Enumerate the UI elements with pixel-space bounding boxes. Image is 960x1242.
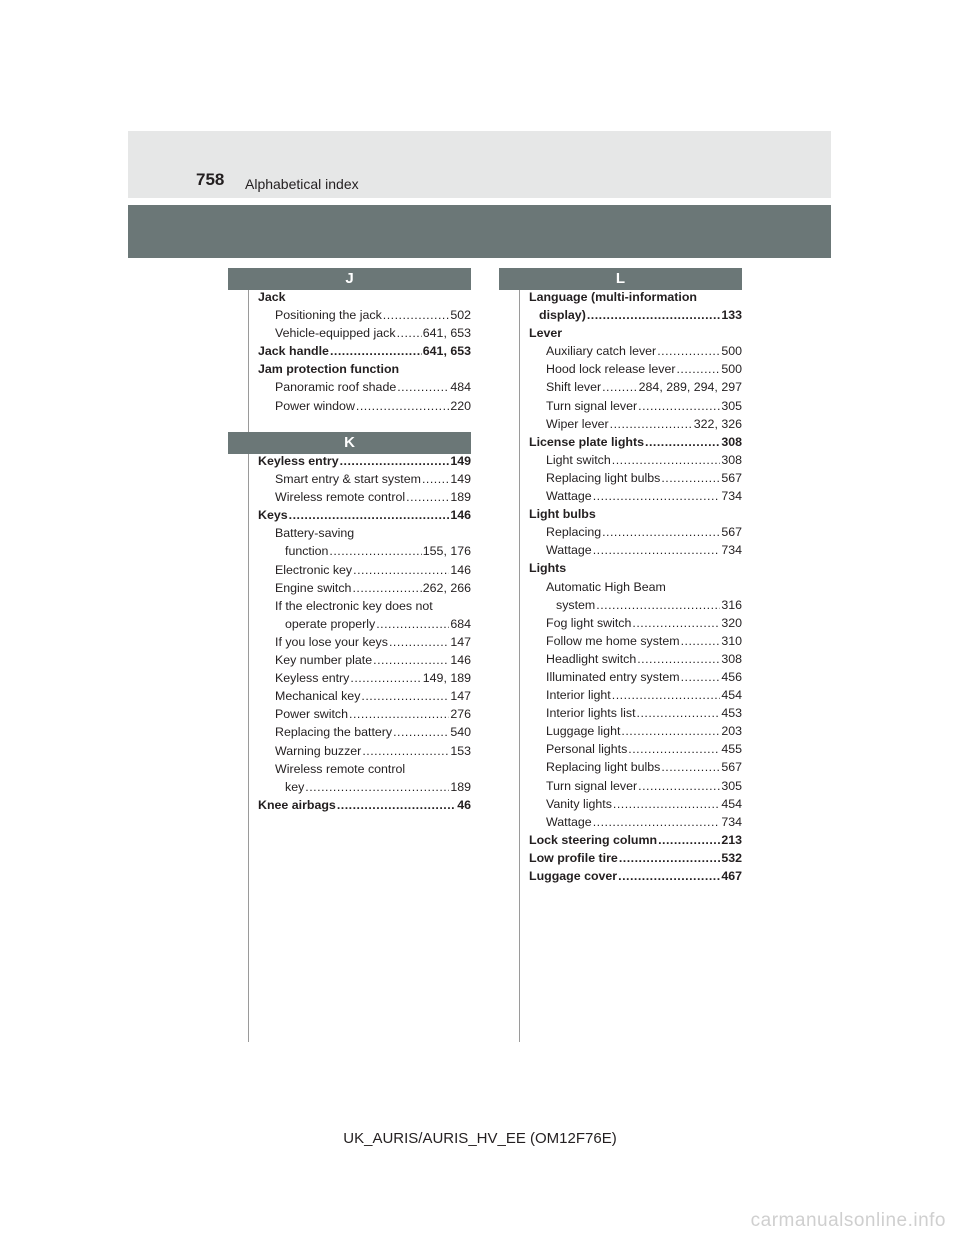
index-entry	[529, 668, 742, 686]
index-entry	[529, 306, 742, 324]
entry-term: Illuminated entry system	[546, 669, 680, 684]
entry-page-ref: 453	[721, 706, 742, 721]
entry-page-ref: 133	[721, 308, 742, 323]
dot-leader	[676, 360, 720, 378]
entry-term: Warning buzzer	[275, 743, 362, 758]
dot-leader	[637, 704, 721, 722]
entry-term: key	[285, 779, 305, 794]
entry-page-ref: 308	[721, 651, 742, 666]
dot-leader	[289, 506, 450, 524]
entry-term: Interior light	[546, 688, 611, 703]
header-dark-band	[128, 205, 831, 258]
dot-leader	[340, 452, 450, 470]
entry-page-ref: 734	[721, 543, 742, 558]
index-entry: Lights	[529, 561, 567, 576]
entry-term: Turn signal lever	[546, 398, 638, 413]
entry-term: Wiper lever	[546, 416, 609, 431]
index-entry	[529, 487, 742, 505]
footer-model-code: UK_AURIS/AURIS_HV_EE (OM12F76E)	[343, 1130, 617, 1147]
dot-leader	[602, 378, 638, 396]
dot-leader	[305, 778, 449, 796]
entry-page-ref: 641, 653	[422, 326, 471, 341]
entry-term: Follow me home system	[546, 633, 680, 648]
index-entry	[258, 378, 471, 396]
dot-leader	[329, 542, 421, 560]
entry-page-ref: 316	[721, 597, 742, 612]
index-entry	[529, 415, 742, 433]
dot-leader	[621, 722, 720, 740]
index-entry	[529, 849, 742, 867]
index-entry: Light bulbs	[529, 507, 596, 522]
dot-leader	[350, 669, 421, 687]
entry-term: Wattage	[546, 489, 592, 504]
index-entry: If the electronic key does not	[275, 598, 433, 613]
entry-page-ref: 149	[450, 454, 471, 468]
index-entry	[258, 687, 471, 705]
dot-leader	[337, 796, 456, 814]
entry-page-ref: 484	[450, 380, 471, 395]
entry-term: Engine switch	[275, 580, 352, 595]
dot-leader	[593, 541, 721, 559]
index-entry	[258, 742, 471, 760]
index-entry	[529, 469, 742, 487]
entry-page-ref: 284, 289, 294, 297	[638, 380, 742, 395]
entry-page-ref: 213	[721, 832, 742, 847]
entry-page-ref: 146	[450, 653, 471, 668]
dot-leader	[393, 723, 449, 741]
dot-leader	[657, 342, 720, 360]
entry-term: Positioning the jack	[275, 308, 382, 323]
index-entry	[258, 633, 471, 651]
entry-page-ref: 149	[450, 472, 471, 487]
dot-leader	[362, 742, 449, 760]
entry-page-ref: 567	[721, 760, 742, 775]
dot-leader	[661, 469, 720, 487]
entry-page-ref: 567	[721, 470, 742, 485]
index-entry	[258, 470, 471, 488]
entry-term: Power window	[275, 398, 355, 413]
entry-term: Headlight switch	[546, 651, 637, 666]
index-entry	[258, 306, 471, 324]
page-title: Alphabetical index	[245, 176, 359, 192]
entry-page-ref: 567	[721, 525, 742, 540]
entry-term: Auxiliary catch lever	[546, 344, 657, 359]
entry-term: Panoramic roof shade	[275, 380, 397, 395]
dot-leader	[373, 651, 449, 669]
entry-page-ref: 146	[450, 562, 471, 577]
entry-page-ref: 454	[721, 796, 742, 811]
entry-term: Power switch	[275, 707, 348, 722]
index-entry	[258, 579, 471, 597]
index-column-k	[258, 452, 471, 814]
entry-page-ref: 532	[721, 850, 742, 865]
entry-term: Vehicle-equipped jack	[275, 326, 396, 341]
section-bar-k: K	[228, 432, 471, 454]
dot-leader	[397, 378, 449, 396]
dot-leader	[397, 324, 422, 342]
index-entry	[529, 614, 742, 632]
index-entry	[258, 669, 471, 687]
index-entry	[529, 740, 742, 758]
entry-term: function	[285, 544, 329, 559]
entry-term: Replacing light bulbs	[546, 760, 661, 775]
index-entry	[258, 542, 471, 560]
entry-page-ref: 189	[450, 779, 471, 794]
index-entry	[529, 523, 742, 541]
index-entry	[529, 632, 742, 650]
index-entry	[258, 651, 471, 669]
entry-page-ref: 146	[450, 508, 471, 523]
entry-page-ref: 540	[450, 725, 471, 740]
dot-leader	[613, 795, 720, 813]
entry-page-ref: 305	[721, 778, 742, 793]
entry-term: Hood lock release lever	[546, 362, 676, 377]
entry-page-ref: 203	[721, 724, 742, 739]
index-entry	[529, 596, 742, 614]
index-entry	[529, 758, 742, 776]
dot-leader	[593, 813, 721, 831]
index-entry	[529, 342, 742, 360]
dot-leader	[389, 633, 449, 651]
entry-page-ref: 734	[721, 814, 742, 829]
index-entry	[529, 433, 742, 451]
index-entry	[529, 795, 742, 813]
index-entry	[258, 452, 471, 470]
entry-term: Smart entry & start system	[275, 472, 421, 487]
right-column-rule	[519, 268, 520, 1042]
index-entry: Automatic High Beam	[546, 579, 666, 594]
entry-term: Wattage	[546, 543, 592, 558]
entry-page-ref: 684	[450, 616, 471, 631]
dot-leader	[638, 397, 720, 415]
index-entry	[258, 506, 471, 524]
entry-page-ref: 308	[721, 434, 742, 449]
index-entry	[529, 686, 742, 704]
page-number: 758	[196, 170, 225, 189]
index-entry	[258, 397, 471, 415]
entry-page-ref: 454	[721, 688, 742, 703]
entry-page-ref: 189	[450, 490, 471, 505]
entry-page-ref: 500	[721, 362, 742, 377]
index-entry	[258, 796, 471, 814]
index-entry: Wireless remote control	[275, 761, 406, 776]
entry-term: Knee airbags	[258, 797, 336, 812]
entry-page-ref: 455	[721, 742, 742, 757]
dot-leader	[422, 470, 449, 488]
section-bar-j: J	[228, 268, 471, 290]
entry-page-ref: 310	[721, 633, 742, 648]
entry-term: Turn signal lever	[546, 778, 638, 793]
index-column-j	[258, 288, 471, 415]
dot-leader	[610, 415, 693, 433]
entry-page-ref: 502	[450, 308, 471, 323]
entry-term: Keyless entry	[275, 671, 350, 686]
index-entry	[529, 378, 742, 396]
index-entry	[529, 397, 742, 415]
index-entry	[529, 650, 742, 668]
dot-leader	[658, 831, 720, 849]
header-band	[128, 131, 831, 198]
dot-leader	[661, 758, 720, 776]
dot-leader	[361, 687, 449, 705]
index-entry: Battery-saving	[275, 526, 355, 541]
dot-leader	[356, 397, 449, 415]
entry-term: Jack handle	[258, 344, 329, 359]
entry-page-ref: 149, 189	[422, 671, 471, 686]
entry-page-ref: 734	[721, 489, 742, 504]
index-entry	[258, 488, 471, 506]
entry-term: Wattage	[546, 814, 592, 829]
dot-leader	[349, 705, 449, 723]
index-entry	[258, 324, 471, 342]
entry-term: License plate lights	[529, 434, 644, 449]
entry-term: display)	[539, 308, 586, 323]
index-entry	[529, 451, 742, 469]
left-column-rule	[248, 268, 249, 1042]
index-column-l	[529, 288, 742, 885]
entry-page-ref: 276	[450, 707, 471, 722]
entry-term: Vanity lights	[546, 796, 612, 811]
index-entry	[258, 723, 471, 741]
dot-leader	[602, 523, 720, 541]
dot-leader	[330, 342, 422, 360]
dot-leader	[681, 668, 721, 686]
entry-page-ref: 155, 176	[422, 544, 471, 559]
entry-page-ref: 262, 266	[422, 580, 471, 595]
index-entry	[258, 615, 471, 633]
entry-term: Keyless entry	[258, 454, 339, 468]
index-entry: Jack	[258, 290, 286, 304]
entry-page-ref: 46	[457, 797, 471, 812]
index-entry	[529, 867, 742, 885]
entry-term: Replacing	[546, 525, 602, 540]
section-bar-l: L	[499, 268, 742, 290]
dot-leader	[376, 615, 449, 633]
index-entry	[258, 561, 471, 579]
entry-term: Fog light switch	[546, 615, 632, 630]
dot-leader	[406, 488, 449, 506]
entry-page-ref: 456	[721, 669, 742, 684]
entry-page-ref: 220	[450, 398, 471, 413]
entry-page-ref: 308	[721, 452, 742, 467]
dot-leader	[628, 740, 720, 758]
entry-page-ref: 500	[721, 344, 742, 359]
entry-term: Luggage cover	[529, 869, 618, 883]
entry-term: operate properly	[285, 616, 376, 631]
entry-term: Key number plate	[275, 653, 373, 668]
entry-page-ref: 320	[721, 615, 742, 630]
dot-leader	[632, 614, 720, 632]
index-entry	[529, 831, 742, 849]
dot-leader	[612, 451, 721, 469]
dot-leader	[619, 849, 721, 867]
index-entry: Language (multi-information	[529, 290, 697, 304]
entry-term: Light switch	[546, 452, 611, 467]
entry-page-ref: 147	[450, 689, 471, 704]
entry-term: system	[556, 597, 596, 612]
dot-leader	[638, 777, 720, 795]
index-entry	[529, 704, 742, 722]
index-entry	[529, 360, 742, 378]
entry-term: Interior lights list	[546, 706, 636, 721]
index-entry	[258, 342, 471, 360]
entry-term: Shift lever	[546, 380, 602, 395]
entry-term: Luggage light	[546, 724, 621, 739]
index-entry	[529, 777, 742, 795]
index-entry: Lever	[529, 326, 563, 341]
index-entry	[529, 813, 742, 831]
entry-term: Keys	[258, 508, 288, 523]
dot-leader	[681, 632, 721, 650]
entry-term: If you lose your keys	[275, 634, 388, 649]
dot-leader	[352, 579, 421, 597]
entry-term: Wireless remote control	[275, 490, 406, 505]
entry-page-ref: 641, 653	[422, 344, 471, 359]
entry-page-ref: 153	[450, 743, 471, 758]
entry-term: Personal lights	[546, 742, 628, 757]
index-entry: Jam protection function	[258, 362, 400, 377]
entry-term: Replacing the battery	[275, 725, 393, 740]
entry-term: Lock steering column	[529, 832, 658, 847]
entry-page-ref: 147	[450, 634, 471, 649]
index-entry	[529, 541, 742, 559]
entry-term: Electronic key	[275, 562, 353, 577]
entry-page-ref: 322, 326	[693, 416, 742, 431]
index-entry	[258, 778, 471, 796]
entry-term: Replacing light bulbs	[546, 470, 661, 485]
dot-leader	[637, 650, 720, 668]
dot-leader	[645, 433, 720, 451]
entry-term: Low profile tire	[529, 850, 618, 865]
watermark: carmanualsonline.info	[750, 1210, 946, 1231]
dot-leader	[383, 306, 450, 324]
index-entry	[529, 722, 742, 740]
dot-leader	[587, 306, 720, 324]
dot-leader	[612, 686, 721, 704]
entry-page-ref: 305	[721, 398, 742, 413]
entry-term: Mechanical key	[275, 689, 361, 704]
index-entry	[258, 705, 471, 723]
entry-page-ref: 467	[721, 869, 742, 883]
dot-leader	[593, 487, 721, 505]
dot-leader	[353, 561, 449, 579]
dot-leader	[596, 596, 720, 614]
dot-leader	[618, 867, 720, 885]
